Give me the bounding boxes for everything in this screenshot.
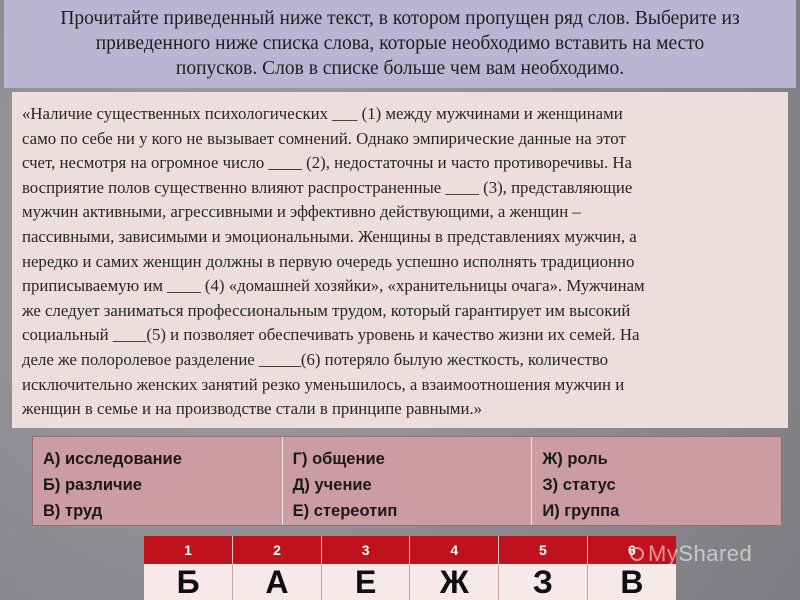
options-column — [532, 437, 781, 525]
option-item: А) исследование — [43, 450, 182, 468]
answer-letters-row — [144, 564, 676, 600]
option-item: Е) стереотип — [292, 502, 398, 520]
answer-number: 5 — [499, 536, 588, 564]
answer-letter: З — [499, 564, 588, 600]
answer-letter: А — [233, 564, 322, 600]
passage-line: «Наличие существенных психологических ___ (1) между мужчинами и женщинами — [22, 104, 623, 123]
watermark-text: MyShared — [648, 541, 753, 566]
answer-key-table — [144, 536, 676, 600]
option-item: В) труд — [43, 502, 103, 520]
passage-line: социальный ____(5) и позволяет обеспечивать уровень и качество жизни их семей. На — [22, 325, 640, 345]
instructions-line: попусков. Слов в списке больше чем вам необходимо. — [175, 58, 625, 79]
option-item: Б) различие — [43, 476, 142, 494]
passage-line: само по себе ни у кого не вызывает сомнений. Однако эмпирические данные на этот — [22, 128, 626, 148]
watermark-icon — [630, 547, 644, 561]
answer-number: 2 — [233, 536, 322, 564]
instructions-header — [4, 0, 796, 88]
option-item: И) группа — [542, 502, 620, 520]
answer-number: 4 — [410, 536, 499, 564]
passage-line: исключительно женских занятий резко уменьшилось, а взаимоотношения мужчин и — [22, 374, 625, 394]
answer-letter: Б — [144, 564, 233, 600]
option-item: Г) общение — [292, 450, 385, 468]
answer-number: 6 — [587, 536, 676, 564]
passage-line: деле же полоролевое разделение _____(6) потеряло былую жесткость, количество — [22, 349, 609, 369]
passage-text — [12, 92, 788, 428]
option-item: Д) учение — [292, 476, 372, 494]
options-column — [33, 437, 283, 525]
answer-letter: Ж — [410, 564, 499, 600]
passage-line: же следует заниматься профессиональным трудом, который гарантирует им высокий — [22, 300, 631, 320]
passage-line: восприятие полов существенно влияют распространенные ____ (3), представляющие — [22, 177, 633, 197]
instructions-line: приведенного ниже списка слова, которые необходимо вставить на место — [95, 33, 705, 54]
instructions-line: Прочитайте приведенный ниже текст, в котором пропущен ряд слов. Выберите из — [60, 8, 740, 29]
watermark-logo — [630, 540, 752, 568]
passage-line: счет, несмотря на огромное число ____ (2), недостаточны и часто противоречивы. На — [22, 153, 632, 173]
answer-number: 3 — [321, 536, 410, 564]
answer-number: 1 — [144, 536, 233, 564]
passage-line: пассивными, зависимыми и эмоциональными. Женщины в представлениях мужчин, а — [22, 226, 637, 246]
passage-line: нередко и самих женщин должны в первую очередь успешно исполнять традиционно — [22, 251, 635, 271]
answer-letter: В — [587, 564, 676, 600]
passage-line: женщин в семье и на производстве стали в принципе равными.» — [22, 399, 483, 419]
options-column — [283, 437, 533, 525]
option-item: Ж) роль — [542, 450, 608, 468]
answer-letter: Е — [321, 564, 410, 600]
word-options-table — [32, 436, 782, 526]
option-item: З) статус — [542, 476, 616, 494]
passage-line: мужчин активными, агрессивными и эффективно действующими, а женщин – — [22, 202, 581, 222]
answer-numbers-row — [144, 536, 676, 564]
passage-line: приписываемую им ____ (4) «домашней хозяйки», «хранительницы очага». Мужчинам — [22, 276, 645, 296]
